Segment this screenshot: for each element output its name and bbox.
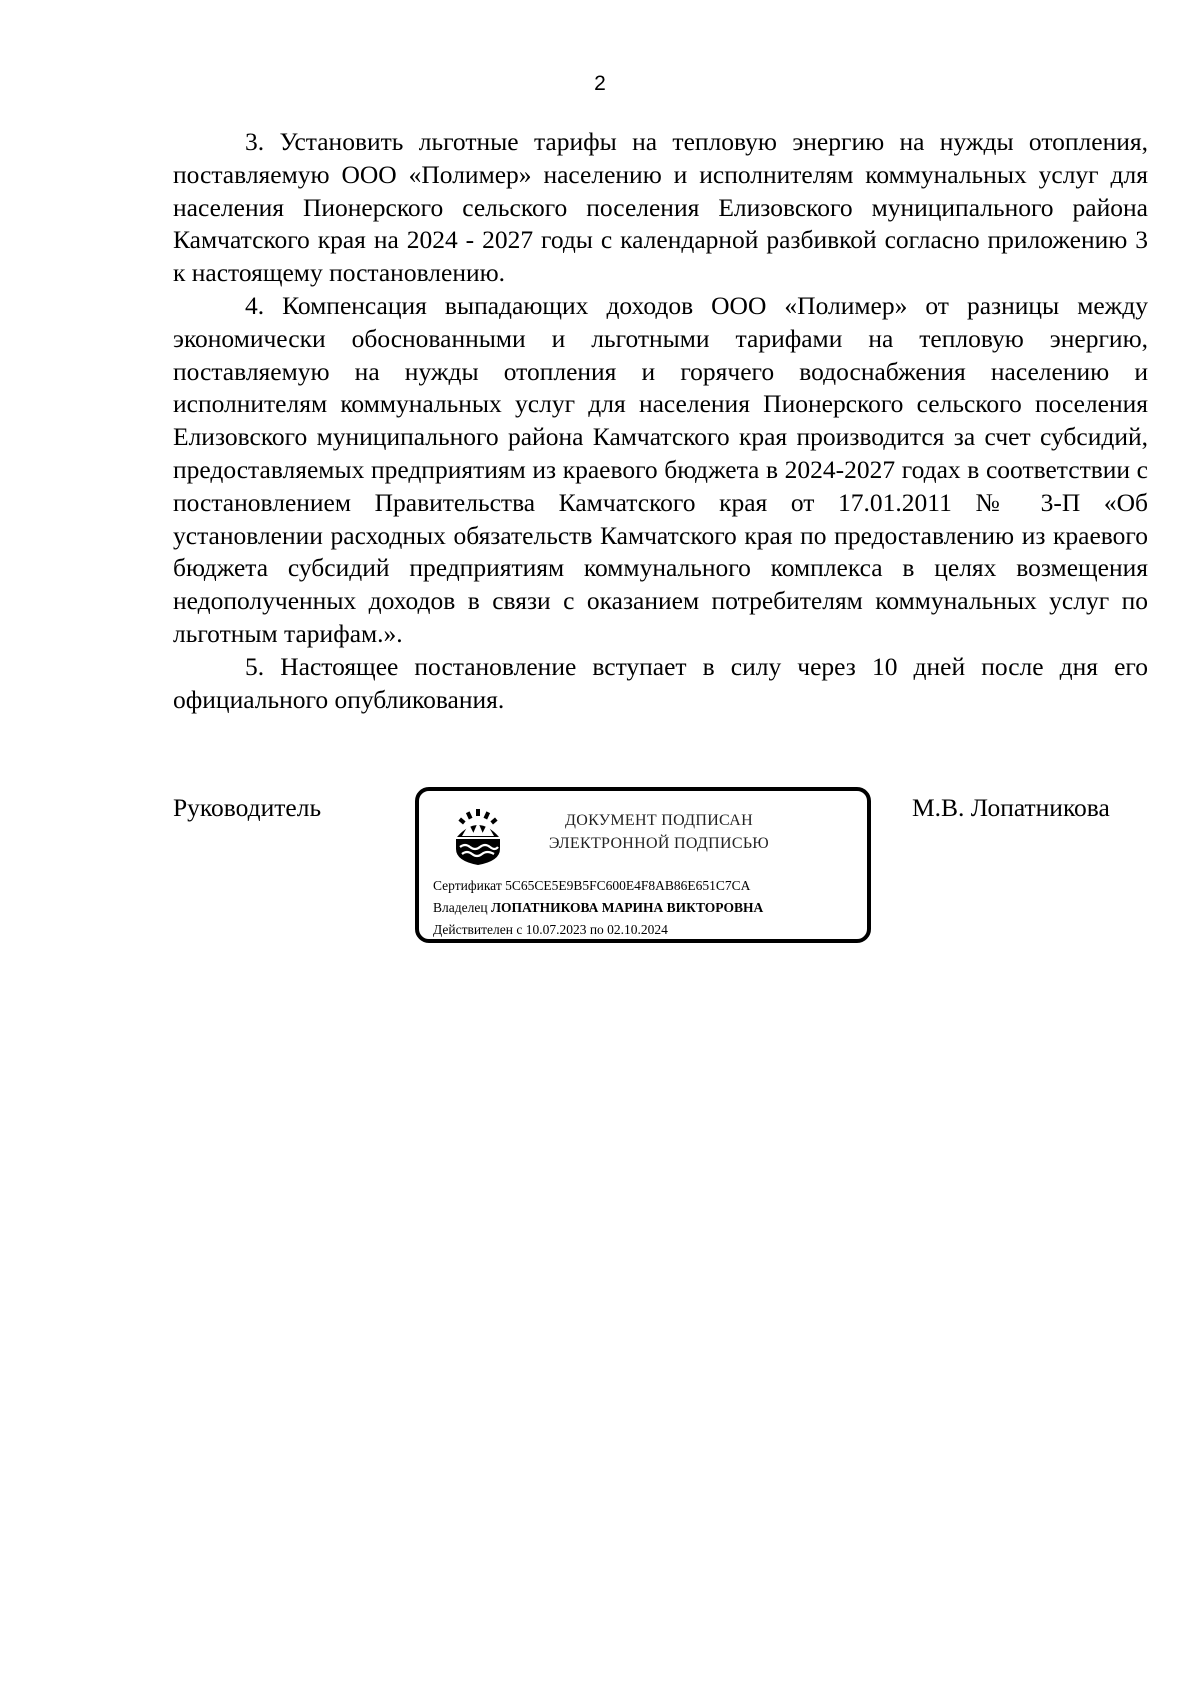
document-body — [173, 126, 1148, 716]
signer-name: М.В. Лопатникова — [912, 793, 1110, 822]
stamp-details — [433, 875, 763, 941]
certificate-value: 5C65CE5E9B5FC600E4F8AB86E651C7CA — [505, 878, 751, 893]
paragraph-5-effective-date: 5. Настоящее постановление вступает в силу через 10 дней после дня его официального опубликования. — [173, 651, 1148, 714]
owner-label: Владелец — [433, 900, 488, 915]
valid-to-date: 02.10.2024 — [607, 922, 668, 937]
stamp-heading-line-1: ДОКУМЕНТ ПОДПИСАН — [565, 812, 753, 829]
valid-from-date: 10.07.2023 — [525, 922, 587, 937]
page-number: 2 — [594, 72, 606, 95]
validity-to-word: по — [589, 922, 604, 937]
certificate-label: Сертификат — [433, 878, 502, 893]
validity-from-word: с — [516, 922, 523, 937]
stamp-heading-line-2: ЭЛЕКТРОННОЙ ПОДПИСЬЮ — [548, 835, 770, 852]
signature-block — [0, 780, 1200, 950]
owner-value: ЛОПАТНИКОВА МАРИНА ВИКТОРОВНА — [490, 900, 764, 915]
stamp-heading — [519, 809, 799, 855]
paragraph-4-compensation: 4. Компенсация выпадающих доходов ООО «Полимер» от разницы между экономически обоснованными и льготными тарифами на тепловую энергию, поставляемую на нужды отопления и горячего водоснабжения населению и исполнителям коммунальных услуг для населения Пионерского сельского поселения Елизовского муниципального района Камчатского края производится за счет субсидий, предоставляемых предприятиям из краевого бюджета в 2024-2027 годах в соответствии с постановлением Правительства Камчатского края от 17.01.2011 № 3-П «Об установлении расходных обязательств Камчатского края по предоставлению из краевого бюджета субсидий предприятиям коммунального комплекса в целях возмещения недополученных доходов в связи с оказанием потребителям коммунальных услуг по льготным тарифам.». — [173, 290, 1148, 648]
paragraph-3-tariffs: 3. Установить льготные тарифы на тепловую энергию на нужды отопления, поставляемую ООО «Полимер» населению и исполнителям коммунальных услуг для населения Пионерского сельского поселения Елизовского муниципального района Камчатского края на 2024 - 2027 годы с календарной разбивкой согласно приложению 3 к настоящему постановлению. — [173, 127, 1148, 288]
stamp-owner-line — [433, 897, 763, 919]
signer-position: Руководитель — [173, 793, 322, 822]
electronic-signature-stamp — [415, 787, 871, 943]
kamchatka-emblem-icon — [453, 809, 503, 865]
stamp-certificate-line — [433, 875, 763, 897]
validity-label: Действителен — [433, 922, 513, 937]
stamp-validity-line — [433, 919, 763, 941]
